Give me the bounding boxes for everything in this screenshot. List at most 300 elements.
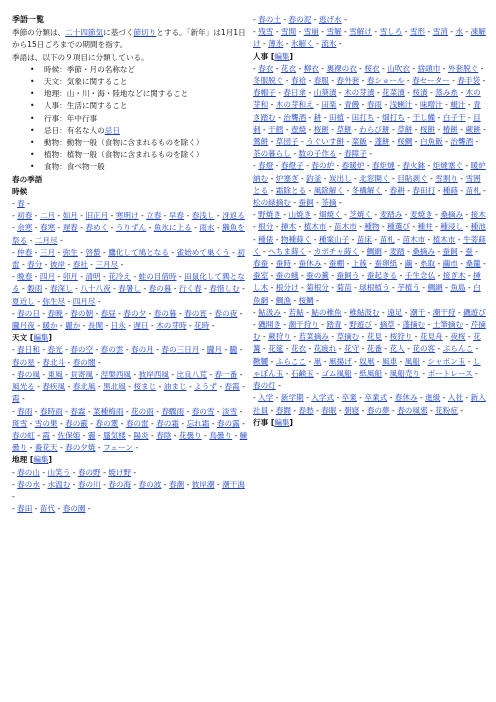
- kigo-link[interactable]: 淡雪: [222, 406, 238, 416]
- kigo-link[interactable]: 根分け: [275, 283, 299, 293]
- kigo-link[interactable]: 凍解け: [253, 27, 486, 49]
- kigo-link[interactable]: 春の露: [216, 418, 240, 428]
- kigo-link[interactable]: 春の波: [138, 479, 162, 489]
- kigo-link[interactable]: 花筵: [268, 344, 284, 354]
- kigo-link[interactable]: 春時雨: [39, 406, 63, 416]
- kigo-link[interactable]: 草団子: [275, 137, 299, 147]
- kigo-link[interactable]: 干し鰈: [412, 112, 436, 122]
- kigo-link[interactable]: 畑打ち: [382, 112, 405, 122]
- kigo-link[interactable]: 雪解: [326, 27, 342, 37]
- kigo-link[interactable]: 春手袋: [457, 76, 481, 86]
- kigo-link[interactable]: 田植: [328, 112, 345, 122]
- kigo-link[interactable]: 蕨狩り: [268, 332, 291, 342]
- kigo-link[interactable]: 春浅し: [191, 211, 215, 221]
- kigo-link[interactable]: 春袷: [290, 76, 307, 86]
- kigo-link[interactable]: 蒸み糸: [435, 88, 458, 98]
- kigo-link[interactable]: 蛙の目借時: [138, 272, 177, 282]
- kigo-link[interactable]: 獺魚を祭る: [12, 223, 245, 245]
- kigo-link[interactable]: 油まじ: [163, 382, 187, 392]
- kigo-link[interactable]: 仲春: [17, 247, 33, 257]
- kigo-link[interactable]: 花時: [194, 321, 210, 331]
- kigo-link[interactable]: 花の客: [412, 344, 436, 354]
- kigo-link[interactable]: 紙風船: [359, 368, 383, 378]
- kigo-link[interactable]: 春の風: [17, 369, 40, 379]
- kigo-link[interactable]: 朧: [229, 345, 238, 355]
- kigo-link[interactable]: 啓蟄: [85, 247, 101, 257]
- kigo-link[interactable]: わらび餅: [359, 124, 390, 134]
- kigo-link[interactable]: 接ぎ木: [442, 271, 466, 281]
- kigo-link[interactable]: 暖炉納む: [253, 161, 486, 183]
- kigo-link[interactable]: 稚鮎汲む: [349, 307, 380, 317]
- kigo-link[interactable]: 冴返る: [222, 211, 245, 221]
- kigo-link[interactable]: 田楽: [321, 100, 337, 110]
- kigo-link[interactable]: 石鹸玉: [290, 368, 314, 378]
- kigo-link[interactable]: 蚕起きる: [366, 271, 398, 281]
- kigo-link[interactable]: 雪間: [280, 27, 297, 37]
- kigo-link[interactable]: 雪解け: [349, 27, 372, 37]
- kigo-link[interactable]: 凧揚げ: [328, 356, 352, 366]
- kigo-link[interactable]: 雪囲とる: [253, 173, 481, 195]
- kigo-link[interactable]: 雪割り: [435, 173, 458, 183]
- kigo-link[interactable]: 卯月: [62, 272, 78, 282]
- kigo-link[interactable]: 彼岸西風: [138, 369, 169, 379]
- kigo-link[interactable]: 桑摘み: [440, 210, 464, 220]
- kigo-link[interactable]: 水: [455, 27, 464, 37]
- kigo-link[interactable]: 外套脱ぐ: [447, 63, 479, 73]
- kigo-link[interactable]: 春の霜: [156, 418, 179, 428]
- kigo-link[interactable]: 雨水: [199, 223, 215, 233]
- kigo-link[interactable]: 種俵: [258, 234, 274, 244]
- kigo-link[interactable]: 蚕飼: [298, 198, 314, 208]
- kigo-link[interactable]: 捨頭巾: [417, 63, 441, 73]
- kigo-link[interactable]: 蚕: [465, 246, 473, 256]
- kigo-link[interactable]: 春潮: [168, 479, 185, 489]
- kigo-link[interactable]: 鞦韆: [253, 356, 269, 366]
- kigo-link[interactable]: 田鼠化して鶉となる: [12, 272, 245, 294]
- kigo-link[interactable]: 糸取: [419, 259, 436, 269]
- kigo-link[interactable]: 磯開き: [258, 320, 281, 330]
- kigo-link[interactable]: 二月尽: [34, 235, 58, 245]
- kigo-link[interactable]: カボチャ蒔く: [313, 246, 360, 256]
- kigo-link[interactable]: 春霖: [70, 406, 86, 416]
- kigo-link[interactable]: 春の園: [62, 504, 86, 514]
- kigo-link[interactable]: シャボン玉: [427, 356, 466, 366]
- kigo-link[interactable]: 水温む: [47, 479, 71, 489]
- kigo-link[interactable]: 花守: [344, 344, 360, 354]
- kigo-link[interactable]: 潮干狩り: [288, 320, 319, 330]
- kigo-link[interactable]: 春の水: [17, 479, 40, 489]
- kigo-link[interactable]: 蚕時: [275, 259, 291, 269]
- kigo-link[interactable]: 種案山子: [318, 234, 350, 244]
- kigo-link[interactable]: 遅日: [133, 321, 149, 331]
- kigo-link[interactable]: 木の芽和: [253, 88, 481, 110]
- kigo-link[interactable]: 逃げ水: [318, 15, 342, 24]
- kigo-link[interactable]: 春暖炉: [341, 161, 365, 171]
- kigo-link[interactable]: 菜種梅雨: [93, 406, 124, 416]
- kigo-link[interactable]: 若鮎: [288, 307, 304, 317]
- kigo-link[interactable]: 春の霙: [95, 418, 119, 428]
- kigo-link[interactable]: 鰊曇り: [12, 430, 248, 453]
- kigo-link[interactable]: 春の月: [131, 345, 154, 355]
- kigo-link[interactable]: 春霞: [224, 382, 240, 392]
- kigo-link[interactable]: 弥生尽: [42, 296, 66, 306]
- link-kiki[interactable]: 忌日: [104, 125, 120, 135]
- kigo-link[interactable]: 薄氷: [268, 39, 284, 49]
- kigo-link[interactable]: 暖か: [42, 321, 58, 331]
- kigo-link[interactable]: ふらここ: [275, 356, 307, 366]
- kigo-link[interactable]: 風除解く: [313, 185, 345, 195]
- kigo-link[interactable]: 朧月: [206, 345, 223, 355]
- kigo-link[interactable]: 朝寝: [344, 405, 360, 415]
- kigo-link[interactable]: 立春: [146, 211, 162, 221]
- kigo-link[interactable]: 春燈子: [280, 161, 304, 171]
- kigo-link[interactable]: 鯛網: [366, 246, 382, 256]
- kigo-link[interactable]: 草餅: [336, 124, 352, 134]
- kigo-link[interactable]: 耕: [313, 112, 322, 122]
- kigo-link[interactable]: 余寒: [17, 223, 33, 233]
- kigo-link[interactable]: 繭: [404, 259, 413, 269]
- kigo-link[interactable]: 浅蜊汁: [389, 100, 413, 110]
- kigo-link[interactable]: 春燈: [258, 161, 274, 171]
- kigo-link[interactable]: 春の日: [17, 308, 40, 318]
- kigo-link[interactable]: 炉塞ぎ: [275, 173, 299, 183]
- kigo-link[interactable]: 春惜しむ: [209, 284, 240, 294]
- kigo-link[interactable]: 春の雲: [100, 345, 124, 355]
- kigo-link[interactable]: 白子干: [442, 112, 466, 122]
- kigo-link[interactable]: 菜飯: [351, 137, 367, 147]
- kigo-link[interactable]: 桜漬: [412, 88, 428, 98]
- kigo-link[interactable]: 桜餅: [313, 124, 329, 134]
- kigo-link[interactable]: 北窓開く: [359, 173, 390, 183]
- kigo-link[interactable]: 春田打: [412, 185, 436, 195]
- kigo-link[interactable]: 霞: [42, 430, 50, 440]
- kigo-link[interactable]: 冬構解く: [351, 185, 383, 195]
- kigo-link[interactable]: 春衣: [258, 63, 274, 73]
- kigo-link[interactable]: 三月尽: [95, 260, 119, 270]
- kigo-link[interactable]: 球根植う: [359, 283, 390, 293]
- kigo-link[interactable]: 木の芽和え: [275, 100, 314, 110]
- kigo-link[interactable]: 牛蒡蒔く: [253, 234, 486, 256]
- kigo-link[interactable]: 新学期: [280, 393, 304, 403]
- kigo-link[interactable]: 青き踏む: [253, 100, 481, 122]
- kigo-link[interactable]: 春の夕: [123, 308, 147, 318]
- kigo-link[interactable]: 春の暮: [148, 284, 172, 294]
- kigo-link[interactable]: 初春: [17, 211, 33, 221]
- kigo-link[interactable]: 日永: [110, 321, 126, 331]
- kigo-link[interactable]: 桑摘み: [412, 246, 435, 256]
- kigo-link[interactable]: 種井: [417, 222, 433, 232]
- kigo-link[interactable]: 釣釜: [306, 173, 322, 183]
- kigo-link[interactable]: 蕨餅: [465, 124, 481, 134]
- kigo-link[interactable]: 流氷: [321, 39, 337, 49]
- kigo-link[interactable]: 八十八夜: [80, 284, 111, 294]
- kigo-link[interactable]: 花粉症: [435, 405, 458, 415]
- kigo-link[interactable]: 忘れ霜: [186, 418, 210, 428]
- kigo-link[interactable]: 木の芽時: [156, 321, 187, 331]
- kigo-link[interactable]: 春の泥: [288, 15, 312, 24]
- kigo-link[interactable]: 桜鯛: [397, 137, 413, 147]
- kigo-link[interactable]: 春愁: [298, 405, 314, 415]
- kigo-link[interactable]: 斑雪: [12, 418, 28, 428]
- kigo-link[interactable]: 四月: [39, 272, 56, 282]
- kigo-link[interactable]: 霞: [12, 394, 20, 404]
- kigo-link[interactable]: 早春: [168, 211, 185, 221]
- kigo-link[interactable]: 春雨: [366, 100, 383, 110]
- kigo-link[interactable]: 穀雨: [27, 284, 43, 294]
- kigo-link[interactable]: 山葵漬: [313, 88, 337, 98]
- edit-link[interactable]: 編集: [274, 51, 290, 61]
- kigo-link[interactable]: 氷解く: [290, 39, 314, 49]
- kigo-link[interactable]: 土筆摘む: [432, 320, 464, 330]
- kigo-link[interactable]: 二月: [39, 211, 56, 221]
- kigo-link[interactable]: 奴凧: [359, 356, 375, 366]
- kigo-link[interactable]: 花番: [366, 344, 383, 354]
- kigo-link[interactable]: 春北風: [72, 382, 96, 392]
- kigo-link[interactable]: 鳥曇り: [209, 430, 233, 440]
- kigo-link[interactable]: 若菜摘み: [298, 332, 329, 342]
- kigo-link[interactable]: 長閑: [87, 321, 104, 331]
- kigo-link[interactable]: 麗か: [65, 321, 81, 331]
- kigo-link[interactable]: 春分: [27, 260, 43, 270]
- kigo-link[interactable]: 潮干: [409, 307, 426, 317]
- kigo-link[interactable]: 松の緑摘む: [253, 198, 291, 208]
- kigo-link[interactable]: 桜まじ: [133, 382, 157, 392]
- kigo-link[interactable]: 草餅: [397, 124, 413, 134]
- kigo-link[interactable]: 貝寄風: [70, 369, 94, 379]
- kigo-link[interactable]: 春驟雨: [161, 406, 185, 416]
- kigo-link[interactable]: 花篝: [253, 332, 481, 354]
- kigo-link[interactable]: 壺焼: [290, 124, 307, 134]
- kigo-link[interactable]: 蓬摘む: [402, 320, 426, 330]
- kigo-link[interactable]: 風船: [404, 356, 420, 366]
- kigo-link[interactable]: 風光る: [12, 382, 35, 392]
- kigo-link[interactable]: 春の朝: [70, 308, 94, 318]
- kigo-link[interactable]: 蚕室: [253, 271, 269, 281]
- kigo-link[interactable]: 春の雪: [191, 406, 215, 416]
- kigo-link[interactable]: 春の虹: [12, 430, 35, 440]
- kigo-link[interactable]: フェーン: [103, 443, 133, 453]
- kigo-link[interactable]: 春の川: [77, 479, 101, 489]
- kigo-link[interactable]: 味噌汁: [419, 100, 443, 110]
- kigo-link[interactable]: 春の闇: [72, 357, 96, 367]
- kigo-link[interactable]: 桜餅: [419, 124, 436, 134]
- kigo-link[interactable]: 四月尽: [72, 296, 96, 306]
- kigo-link[interactable]: 苗札: [465, 185, 481, 195]
- kigo-link[interactable]: 春の夢: [366, 405, 390, 415]
- kigo-link[interactable]: 苗床: [356, 234, 373, 244]
- kigo-link[interactable]: 春疾風: [42, 382, 66, 392]
- kigo-link[interactable]: 春帽子: [253, 88, 276, 98]
- kigo-link[interactable]: 初雷: [12, 247, 245, 270]
- kigo-link[interactable]: 畑焼く: [318, 210, 342, 220]
- kigo-link[interactable]: 花見: [366, 332, 383, 342]
- kigo-link[interactable]: 野焼き: [258, 210, 281, 220]
- kigo-link[interactable]: 冬服脱ぐ: [253, 76, 284, 86]
- kigo-link[interactable]: 清明: [85, 272, 101, 282]
- kigo-link[interactable]: 種浸し: [440, 222, 464, 232]
- kigo-link[interactable]: 春北斗: [42, 357, 66, 367]
- kigo-link[interactable]: 養花天: [34, 443, 58, 453]
- kigo-link[interactable]: 蚕の蛾: [275, 271, 299, 281]
- kigo-link[interactable]: 植木市: [432, 234, 456, 244]
- kigo-link[interactable]: 春の灯: [253, 381, 276, 391]
- kigo-link[interactable]: 春陰: [156, 430, 172, 440]
- kigo-link[interactable]: 春の宵: [184, 308, 207, 318]
- kigo-link[interactable]: 春: [17, 199, 25, 209]
- kigo-link[interactable]: 蜃気楼: [103, 430, 126, 440]
- kigo-link[interactable]: 春耕: [389, 185, 405, 195]
- kigo-link[interactable]: 挿木: [280, 222, 297, 232]
- kigo-link[interactable]: 春の海: [108, 479, 132, 489]
- kigo-link[interactable]: 晩春: [17, 272, 33, 282]
- kigo-link[interactable]: 春セーター: [412, 76, 450, 86]
- kigo-link[interactable]: 種蒔: [442, 185, 458, 195]
- kigo-link[interactable]: 柳衣: [303, 63, 319, 73]
- kigo-link[interactable]: 花冷え: [108, 272, 131, 282]
- kigo-link[interactable]: 上蔟: [351, 259, 367, 269]
- kigo-link[interactable]: 遅春: [62, 223, 78, 233]
- kigo-link[interactable]: 春暑し: [118, 284, 142, 294]
- kigo-link[interactable]: 野遊び: [349, 320, 373, 330]
- kigo-link[interactable]: 物種蒔く: [280, 234, 312, 244]
- kigo-link[interactable]: 鯛網: [427, 283, 443, 293]
- kigo-link[interactable]: 桜衣: [364, 63, 380, 73]
- edit-link[interactable]: 編集: [274, 417, 290, 427]
- kigo-link[interactable]: 蚕飼: [442, 246, 458, 256]
- kigo-link[interactable]: 彼岸潮: [191, 479, 215, 489]
- kigo-link[interactable]: 治聾酒: [283, 112, 307, 122]
- kigo-link[interactable]: 春の野: [77, 467, 101, 477]
- kigo-link[interactable]: 春火鉢: [402, 161, 426, 171]
- kigo-link[interactable]: 春雨: [17, 406, 33, 416]
- kigo-link[interactable]: 苗木市: [334, 222, 357, 232]
- kigo-link[interactable]: 卒業: [341, 393, 357, 403]
- kigo-link[interactable]: 茶の暮らし: [253, 149, 291, 159]
- kigo-link[interactable]: 焼け野: [108, 467, 132, 477]
- kigo-link[interactable]: 茶摘: [321, 198, 337, 208]
- kigo-link[interactable]: ボートレース: [427, 368, 473, 378]
- kigo-link[interactable]: 目刺: [253, 112, 481, 134]
- kigo-link[interactable]: 比良八荒: [176, 369, 207, 379]
- kigo-link[interactable]: 麦踏み: [379, 210, 403, 220]
- kigo-link[interactable]: 春めく: [85, 223, 109, 233]
- kigo-link[interactable]: 鮎の稚魚: [311, 307, 342, 317]
- kigo-link[interactable]: 春暁: [47, 308, 63, 318]
- kigo-link[interactable]: 遠足: [387, 307, 403, 317]
- kigo-link[interactable]: 白魚網: [253, 283, 481, 305]
- kigo-link[interactable]: 菊苗: [336, 283, 352, 293]
- kigo-link[interactable]: 行く春: [178, 284, 202, 294]
- kigo-link[interactable]: 陽炎: [133, 430, 149, 440]
- kigo-link[interactable]: 春ショール: [366, 76, 405, 86]
- kigo-link[interactable]: 雪しろ: [379, 27, 403, 37]
- kigo-link[interactable]: 踏青: [326, 320, 342, 330]
- kigo-link[interactable]: しゃぼん玉: [253, 356, 481, 378]
- kigo-link[interactable]: 魚島: [450, 283, 466, 293]
- kigo-link[interactable]: 残雪: [258, 27, 274, 37]
- kigo-link[interactable]: 桜鯛: [298, 295, 314, 305]
- kigo-link[interactable]: 種選び: [387, 222, 410, 232]
- kigo-link[interactable]: 田打ち: [351, 112, 375, 122]
- kigo-link[interactable]: 弥生: [62, 247, 78, 257]
- kigo-link[interactable]: 新入社員: [253, 393, 486, 415]
- kigo-link[interactable]: 入学式: [311, 393, 335, 403]
- kigo-link[interactable]: ゴム風船: [321, 368, 352, 378]
- kigo-link[interactable]: 春の山: [17, 467, 40, 477]
- kigo-link[interactable]: 涅槃西風: [100, 369, 132, 379]
- kigo-link[interactable]: 草摘む: [336, 332, 360, 342]
- kigo-link[interactable]: 芋植う: [397, 283, 420, 293]
- kigo-link[interactable]: 春外套: [336, 76, 360, 86]
- kigo-link[interactable]: 雪の果: [34, 418, 58, 428]
- kigo-link[interactable]: 春一番: [214, 369, 238, 379]
- kigo-link[interactable]: へちま蒔く: [268, 246, 307, 256]
- kigo-link[interactable]: 花衣: [280, 63, 297, 73]
- kigo-link[interactable]: 雀始めて巣くう: [176, 247, 230, 257]
- kigo-link[interactable]: 芝焼く: [349, 210, 373, 220]
- kigo-link[interactable]: 春寒: [39, 223, 56, 233]
- kigo-link[interactable]: 春の土: [258, 15, 281, 24]
- kigo-link[interactable]: 芹摘む: [253, 320, 486, 342]
- kigo-link[interactable]: 春の雷: [125, 418, 149, 428]
- kigo-link[interactable]: 春深し: [49, 284, 73, 294]
- kigo-link[interactable]: 春の風邪: [397, 405, 428, 415]
- kigo-link[interactable]: 壬生念仏: [404, 271, 436, 281]
- kigo-link[interactable]: 春昼: [100, 308, 116, 318]
- link-nijushi-sekki[interactable]: 二十四節気: [65, 28, 104, 38]
- kigo-link[interactable]: 春の霰: [65, 418, 88, 428]
- kigo-link[interactable]: 凧: [313, 356, 322, 366]
- edit-link[interactable]: 編集: [33, 455, 49, 465]
- kigo-link[interactable]: 卒業式: [364, 393, 388, 403]
- kigo-link[interactable]: 春闘: [275, 405, 291, 415]
- kigo-link[interactable]: 木の芽漬: [344, 88, 375, 98]
- kigo-link[interactable]: 進級: [425, 393, 441, 403]
- kigo-link[interactable]: 根分: [258, 222, 274, 232]
- kigo-link[interactable]: 如月: [62, 211, 78, 221]
- kigo-link[interactable]: 鯛漁: [275, 295, 291, 305]
- kigo-link[interactable]: 風車: [382, 356, 398, 366]
- edit-link[interactable]: 編集: [33, 333, 49, 343]
- kigo-link[interactable]: 旧正月: [85, 211, 109, 221]
- kigo-link[interactable]: 炭出し: [328, 173, 352, 183]
- kigo-link[interactable]: 春の夜: [214, 308, 238, 318]
- kigo-link[interactable]: 春の空: [70, 345, 94, 355]
- kigo-link[interactable]: 裏裸の衣: [326, 63, 357, 73]
- kigo-link[interactable]: 春の星: [12, 357, 35, 367]
- kigo-link[interactable]: 朧月夜: [12, 321, 35, 331]
- kigo-link[interactable]: 寒明け: [115, 211, 139, 221]
- kigo-link[interactable]: 青饅: [344, 100, 360, 110]
- kigo-link[interactable]: 鶯餅: [253, 137, 269, 147]
- kigo-link[interactable]: 磯遊び: [463, 307, 486, 317]
- kigo-link[interactable]: 麦踏: [389, 246, 405, 256]
- kigo-link[interactable]: 春障子: [344, 149, 367, 159]
- kigo-link[interactable]: 蚕棚: [328, 259, 345, 269]
- kigo-link[interactable]: 目貼剥ぐ: [397, 173, 428, 183]
- kigo-link[interactable]: 苗木市: [402, 234, 426, 244]
- kigo-link[interactable]: 魚氷に上る: [153, 223, 192, 233]
- kigo-link[interactable]: 春蚕: [253, 259, 269, 269]
- kigo-link[interactable]: 蚕の糞: [306, 271, 329, 281]
- kigo-link[interactable]: 鷹化して鳩となる: [108, 247, 169, 257]
- kigo-link[interactable]: 山焼き: [288, 210, 312, 220]
- kigo-link[interactable]: 風船売り: [389, 368, 420, 378]
- kigo-link[interactable]: 夏近し: [12, 296, 35, 306]
- kigo-link[interactable]: 蚕卵紙: [374, 259, 398, 269]
- kigo-link[interactable]: 蚕休み: [298, 259, 322, 269]
- link-sekkiri[interactable]: 節切り: [133, 28, 157, 38]
